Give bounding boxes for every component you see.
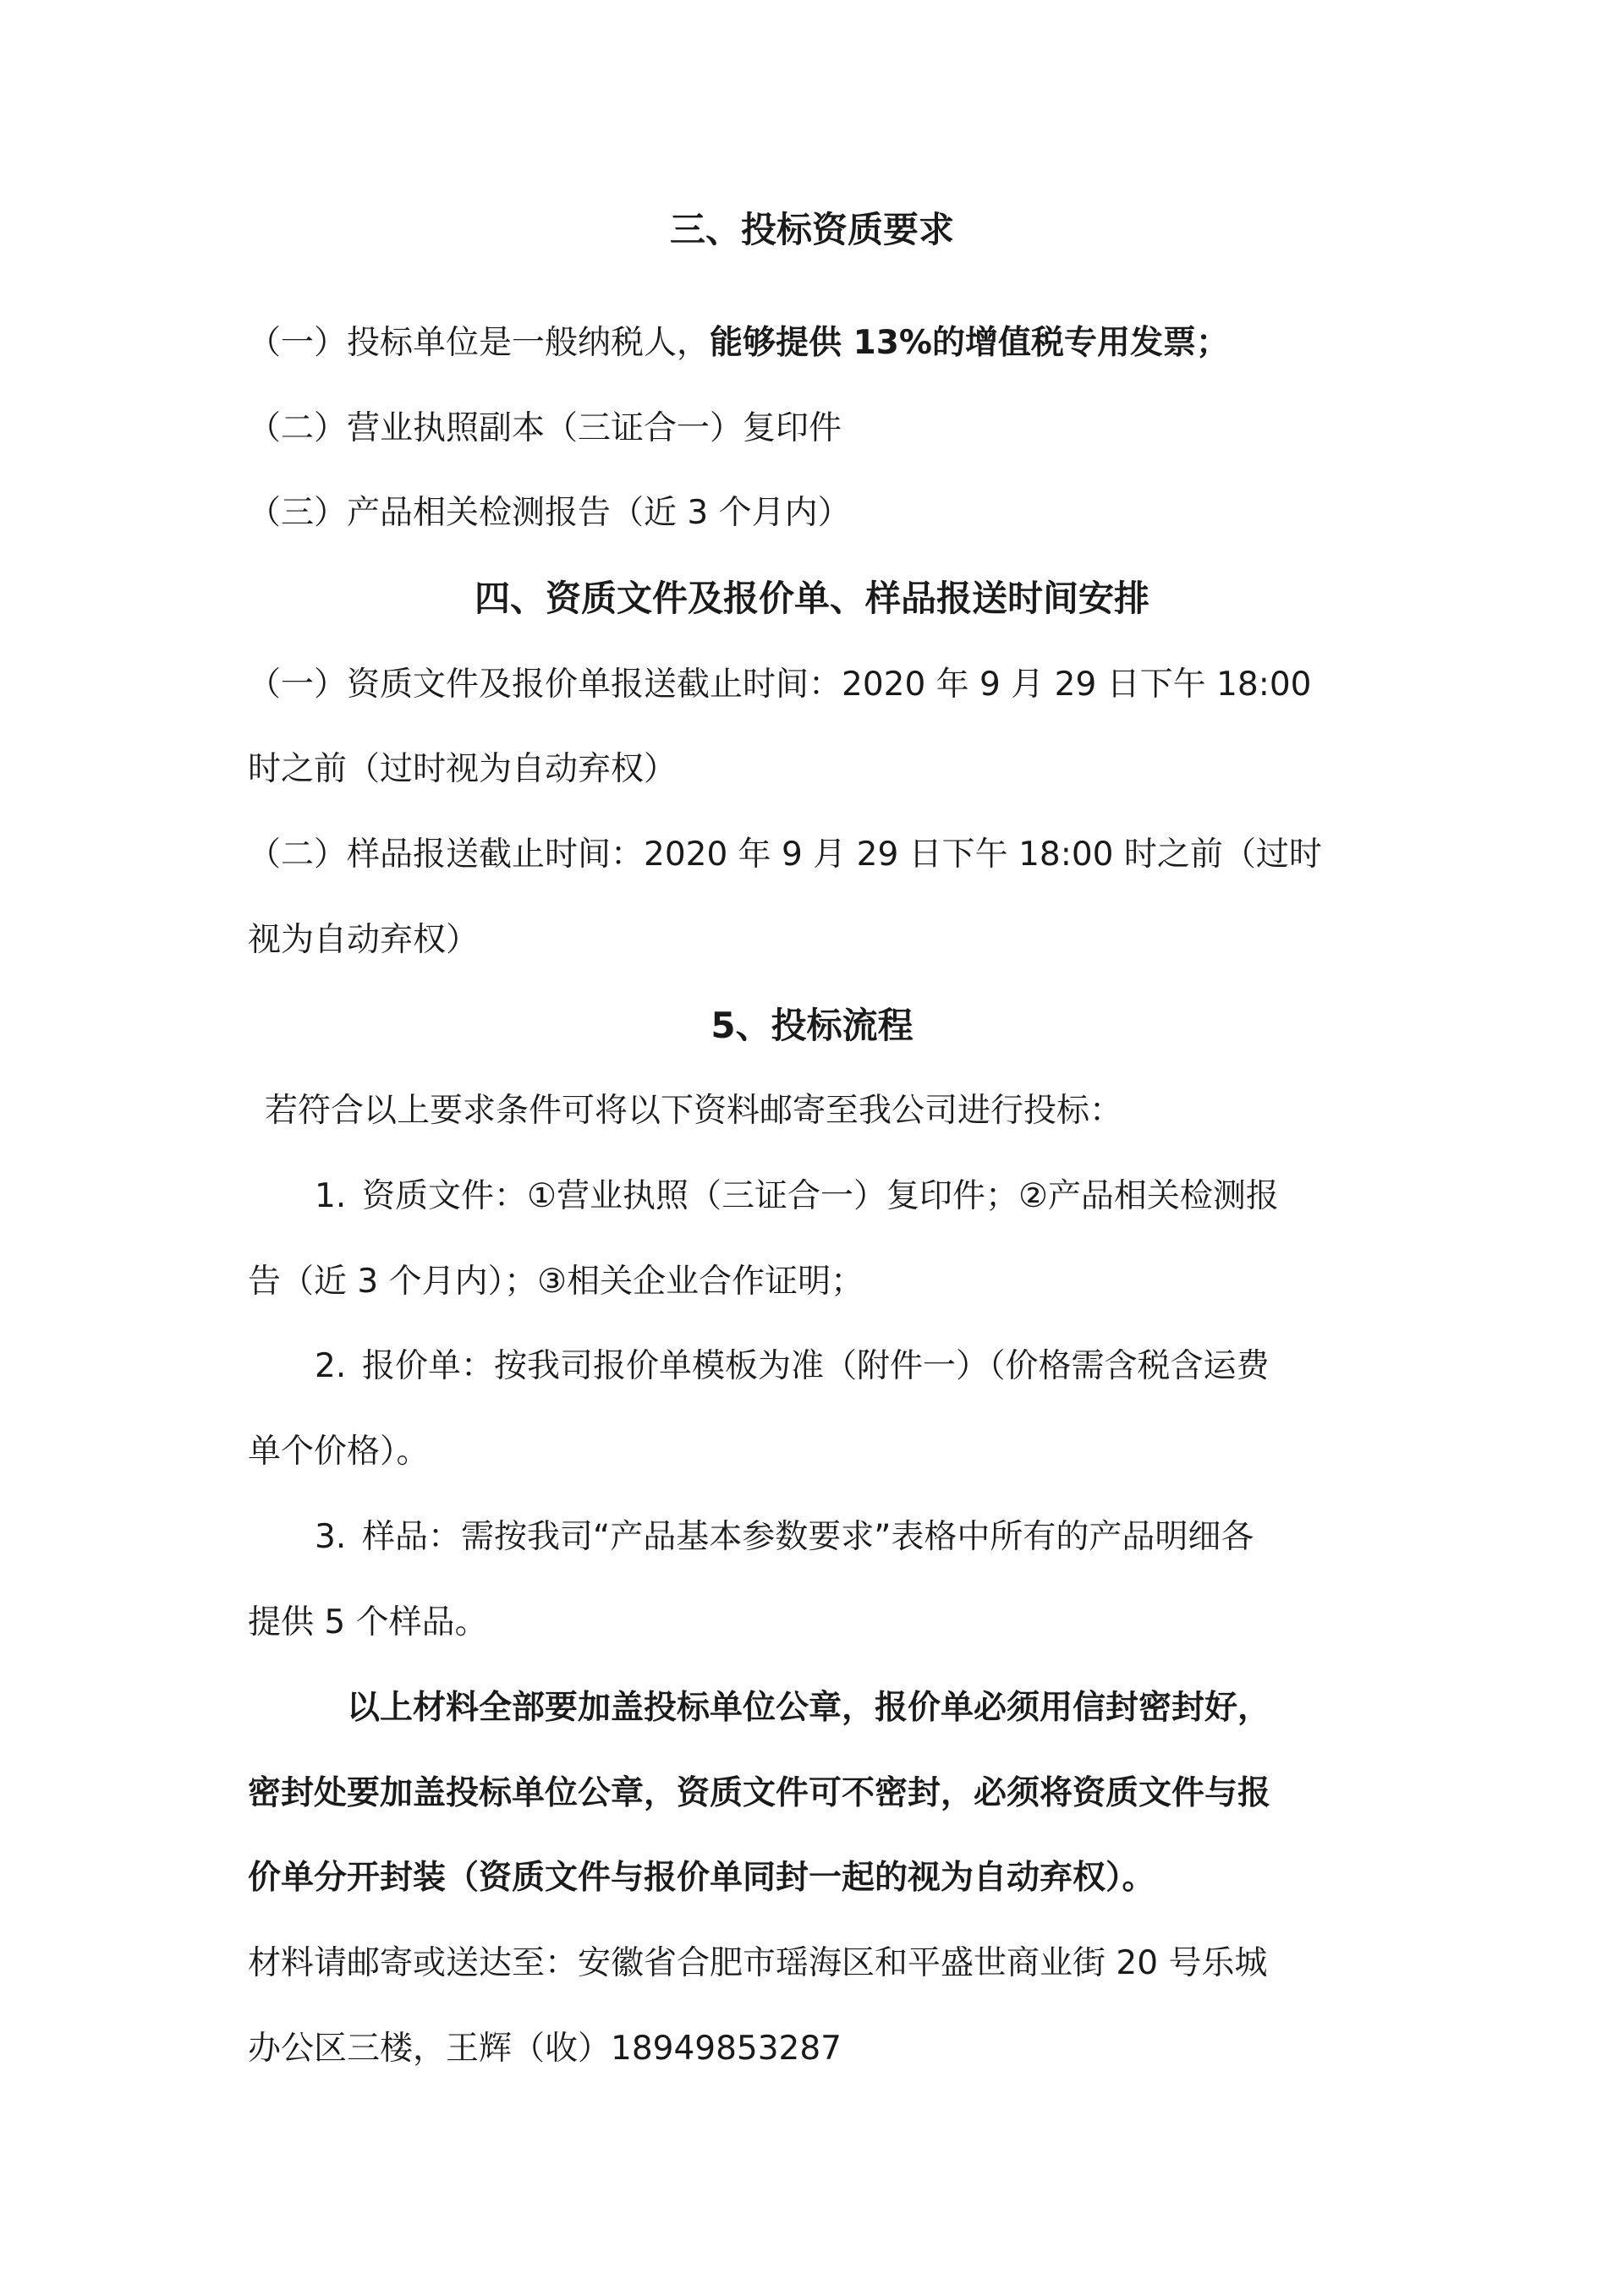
list-item-2-number: 2. bbox=[315, 1347, 347, 1385]
section-4-item-1-line-1: （一）资质文件及报价单报送截止时间：2020 年 9 月 29 日下午 18:00 bbox=[248, 666, 1312, 704]
list-item-3-line-1 bbox=[315, 1517, 1254, 1558]
section-4-item-1-line-2: 时之前（过时视为自动弃权） bbox=[248, 750, 678, 788]
list-item-1-text: 资质文件：①营业执照（三证合一）复印件；②产品相关检测报 bbox=[362, 1177, 1279, 1215]
section-3-item-3: （三）产品相关检测报告（近 3 个月内） bbox=[248, 494, 851, 532]
address-line-1: 材料请邮寄或送达至：安徽省合肥市瑶海区和平盛世商业街 20 号乐城 bbox=[248, 1944, 1268, 1982]
section-3-title: 三、投标资质要求 bbox=[669, 209, 954, 250]
section-4-item-2-line-2: 视为自动弃权） bbox=[248, 921, 480, 959]
section-3-item-2: （二）营业执照副本（三证合一）复印件 bbox=[248, 409, 842, 447]
notice-line-1: 以上材料全部要加盖投标单位公章，报价单必须用信封密封好， bbox=[347, 1689, 1271, 1727]
section-5-intro: 若符合以上要求条件可将以下资料邮寄至我公司进行投标： bbox=[265, 1092, 1123, 1130]
section-5-title: 5、投标流程 bbox=[710, 1005, 914, 1046]
list-item-3-line-2: 提供 5 个样品。 bbox=[248, 1603, 488, 1641]
list-item-2-text: 报价单：按我司报价单模板为准（附件一）（价格需含税含运费 bbox=[362, 1347, 1270, 1385]
list-item-1-line-1 bbox=[315, 1176, 1279, 1217]
list-item-2-line-1 bbox=[315, 1346, 1270, 1387]
list-item-2-line-2: 单个价格）。 bbox=[248, 1433, 430, 1471]
list-item-1-line-2: 告（近 3 个月内）；③相关企业合作证明； bbox=[248, 1263, 864, 1301]
address-line-2: 办公区三楼，王辉（收）18949853287 bbox=[248, 2030, 842, 2068]
section-3-item-1 bbox=[248, 323, 1229, 364]
notice-line-2: 密封处要加盖投标单位公章，资质文件可不密封，必须将资质文件与报 bbox=[248, 1774, 1271, 1812]
list-item-1-number: 1. bbox=[315, 1177, 347, 1215]
section-4-title: 四、资质文件及报价单、样品报送时间安排 bbox=[474, 578, 1149, 619]
notice-line-3: 价单分开封装（资质文件与报价单同封一起的视为自动弃权）。 bbox=[248, 1859, 1155, 1897]
list-item-3-text: 样品：需按我司“产品基本参数要求”表格中所有的产品明细各 bbox=[362, 1518, 1254, 1556]
list-item-3-number: 3. bbox=[315, 1518, 347, 1556]
section-4-item-2-line-1: （二）样品报送截止时间：2020 年 9 月 29 日下午 18:00 时之前（过时 bbox=[248, 836, 1322, 874]
section-3-item-1-text: （一）投标单位是一般纳税人， bbox=[248, 324, 710, 362]
section-3-item-1-bold: 能够提供 13%的增值税专用发票； bbox=[710, 324, 1229, 362]
